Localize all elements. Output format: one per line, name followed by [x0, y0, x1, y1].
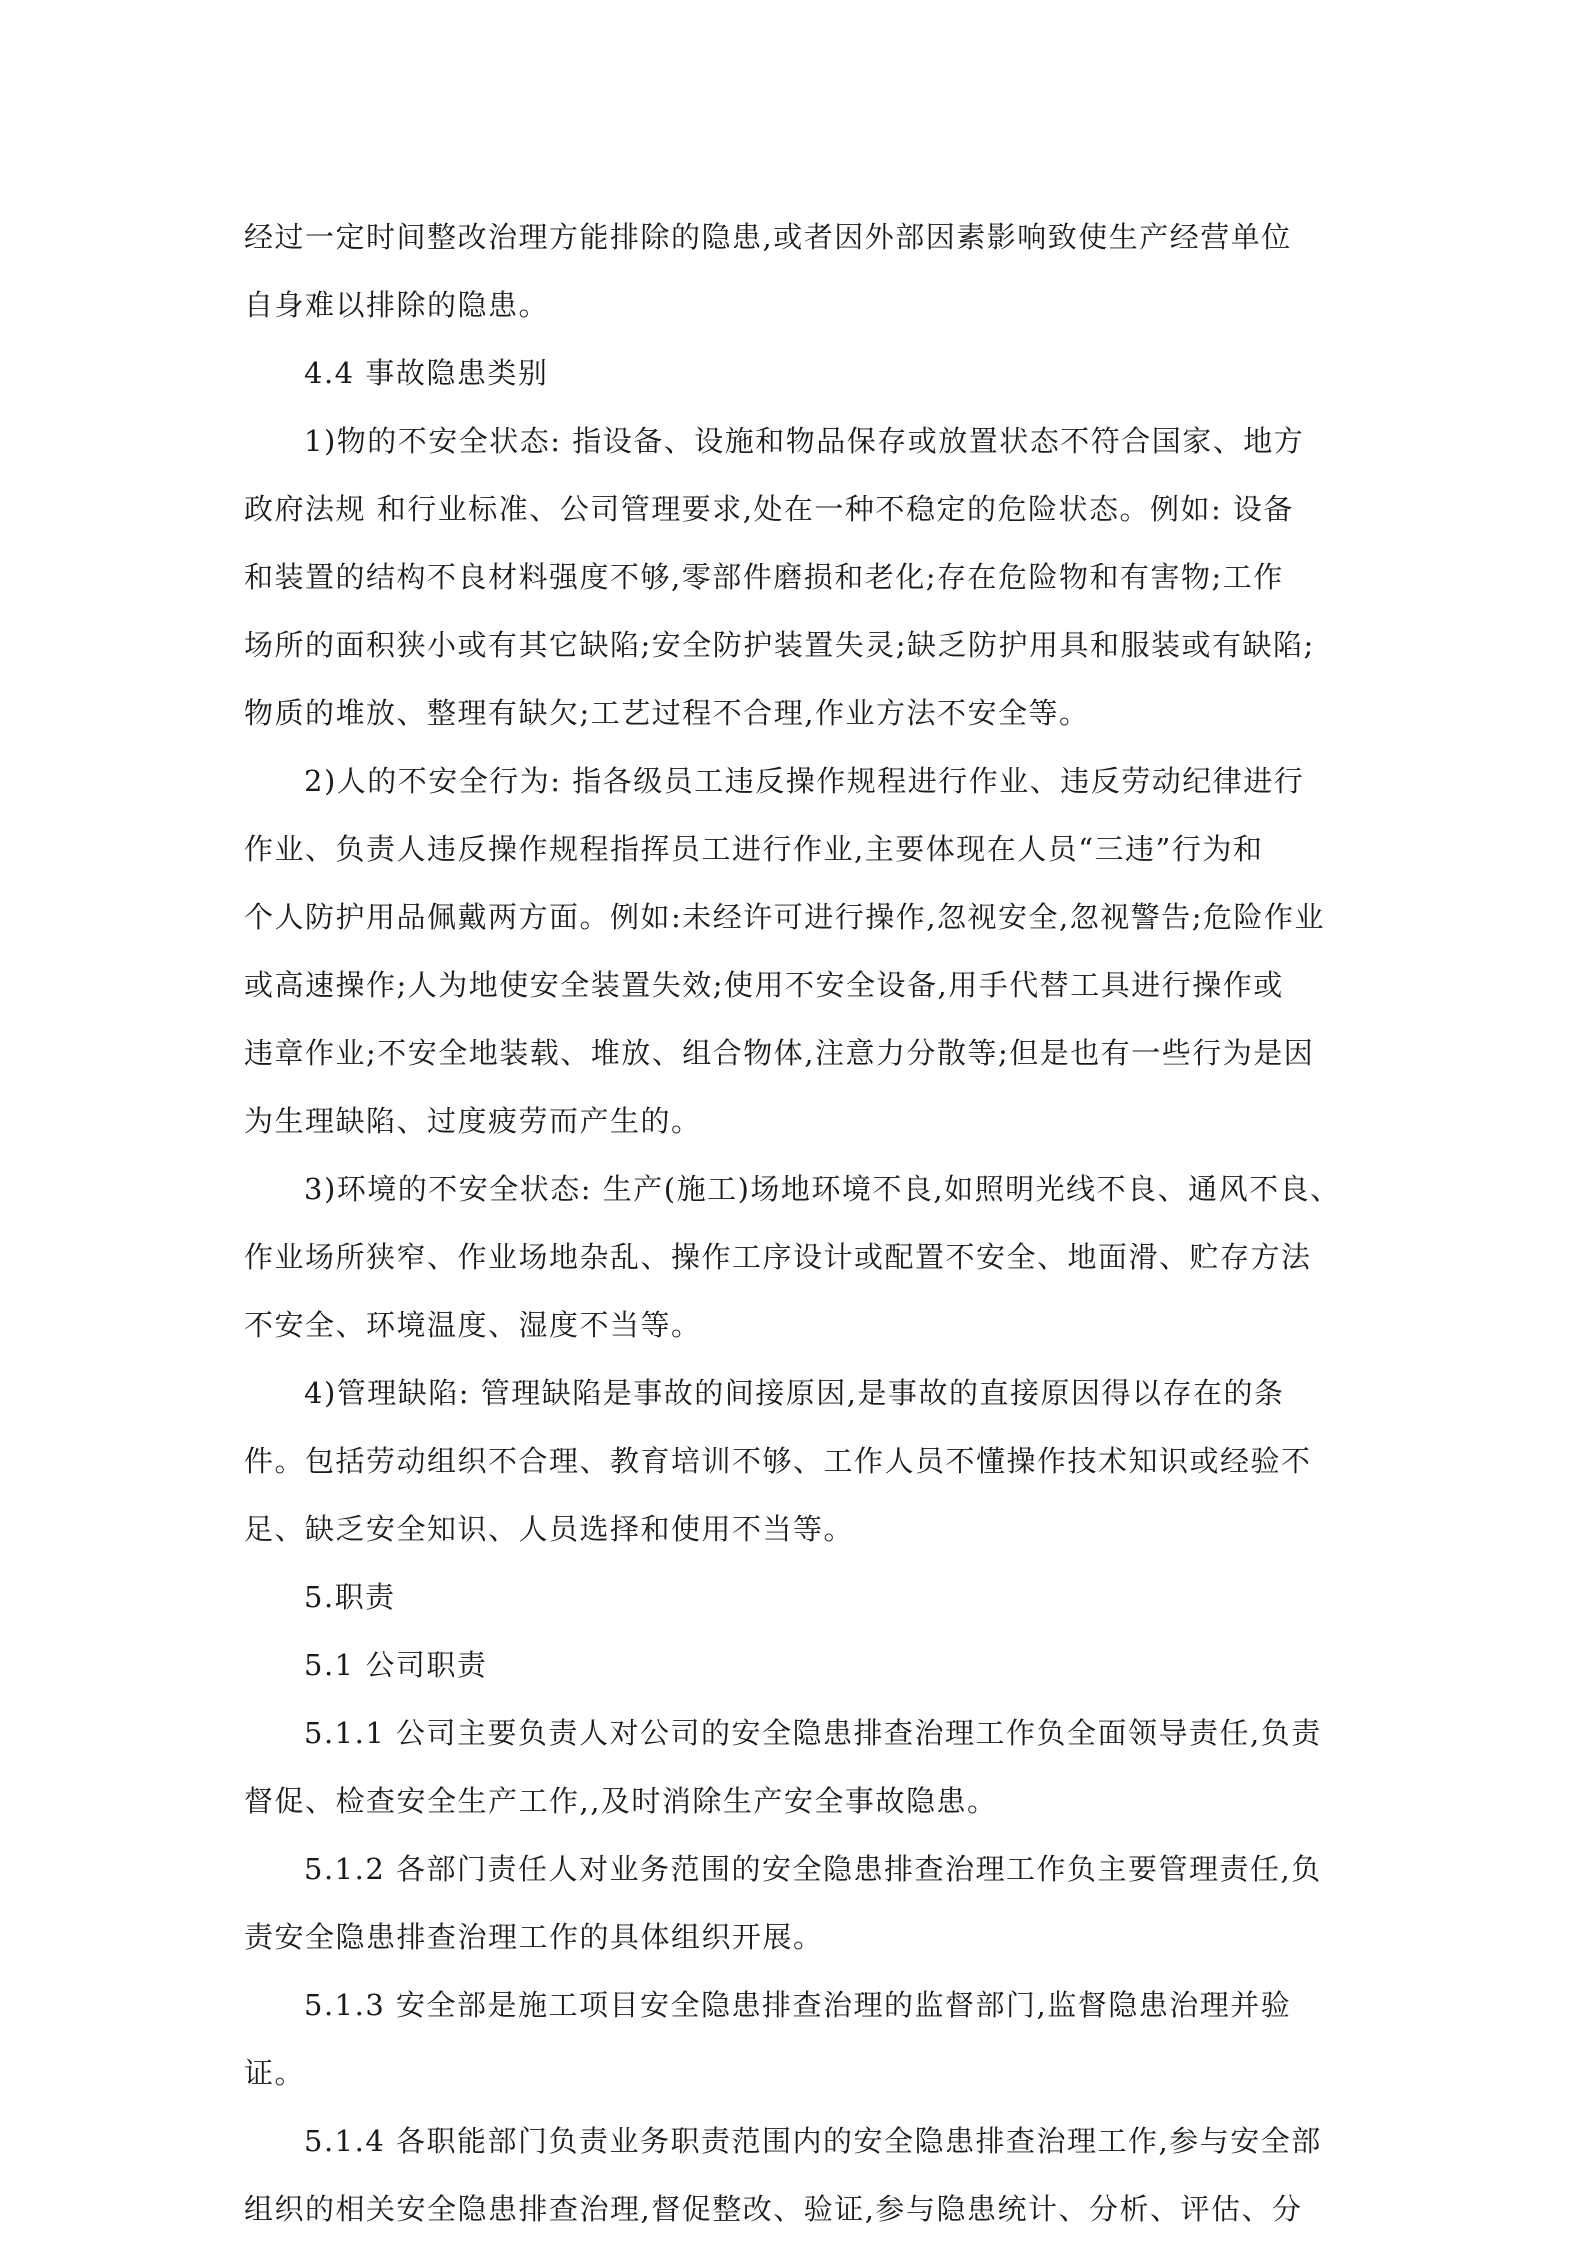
text-line: 证。 [244, 2056, 306, 2090]
text-line: 督促、检查安全生产工作,,及时消除生产安全事故隐患。 [244, 1784, 998, 1818]
paragraph-start: 3)环境的不安全状态: 生产(施工)场地环境不良,如照明光线不良、通风不良、 [304, 1172, 1341, 1206]
text-line: 自身难以排除的隐患。 [244, 288, 550, 322]
text-line: 作业、负责人违反操作规程指挥员工进行作业,主要体现在人员“三违”行为和 [244, 832, 1264, 866]
text-line: 物质的堆放、整理有缺欠;工艺过程不合理,作业方法不安全等。 [244, 696, 1090, 730]
text-line: 组织的相关安全隐患排查治理,督促整改、验证,参与隐患统计、分析、评估、分 [244, 2192, 1303, 2226]
paragraph-start: 2)人的不安全行为: 指各级员工违反操作规程进行作业、违反劳动纪律进行 [304, 764, 1305, 798]
paragraph-start: 1)物的不安全状态: 指设备、设施和物品保存或放置状态不符合国家、地方 [304, 424, 1305, 458]
document-body [244, 203, 1344, 2243]
paragraph-start: 5.1.2 各部门责任人对业务范围的安全隐患排查治理工作负主要管理责任,负 [304, 1852, 1322, 1886]
text-line: 为生理缺陷、过度疲劳而产生的。 [244, 1104, 702, 1138]
section-heading: 4.4 事故隐患类别 [304, 356, 549, 390]
text-line: 或高速操作;人为地使安全装置失效;使用不安全设备,用手代替工具进行操作或 [244, 968, 1284, 1002]
text-line: 政府法规 和行业标准、公司管理要求,处在一种不稳定的危险状态。例如: 设备 [244, 492, 1294, 526]
section-heading: 5.职责 [304, 1580, 396, 1614]
text-line: 责安全隐患排查治理工作的具体组织开展。 [244, 1920, 824, 1954]
text-line: 经过一定时间整改治理方能排除的隐患,或者因外部因素影响致使生产经营单位 [244, 220, 1292, 254]
text-line: 个人防护用品佩戴两方面。例如:未经许可进行操作,忽视安全,忽视警告;危险作业 [244, 900, 1325, 934]
text-line: 违章作业;不安全地装载、堆放、组合物体,注意力分散等;但是也有一些行为是因 [244, 1036, 1315, 1070]
text-line: 场所的面积狭小或有其它缺陷;安全防护装置失灵;缺乏防护用具和服装或有缺陷; [244, 628, 1315, 662]
paragraph-start: 5.1.3 安全部是施工项目安全隐患排查治理的监督部门,监督隐患治理并验 [304, 1988, 1292, 2022]
text-line: 和装置的结构不良材料强度不够,零部件磨损和老化;存在危险物和有害物;工作 [244, 560, 1284, 594]
text-line: 不安全、环境温度、湿度不当等。 [244, 1308, 702, 1342]
paragraph-start: 5.1.4 各职能部门负责业务职责范围内的安全隐患排查治理工作,参与安全部 [304, 2124, 1322, 2158]
text-line: 作业场所狭窄、作业场地杂乱、操作工序设计或配置不安全、地面滑、贮存方法 [244, 1240, 1312, 1274]
section-heading: 5.1 公司职责 [304, 1648, 488, 1682]
text-line: 足、缺乏安全知识、人员选择和使用不当等。 [244, 1512, 855, 1546]
text-line: 件。包括劳动组织不合理、教育培训不够、工作人员不懂操作技术知识或经验不 [244, 1444, 1312, 1478]
paragraph-start: 5.1.1 公司主要负责人对公司的安全隐患排查治理工作负全面领导责任,负责 [304, 1716, 1322, 1750]
paragraph-start: 4)管理缺陷: 管理缺陷是事故的间接原因,是事故的直接原因得以存在的条 [304, 1376, 1285, 1410]
